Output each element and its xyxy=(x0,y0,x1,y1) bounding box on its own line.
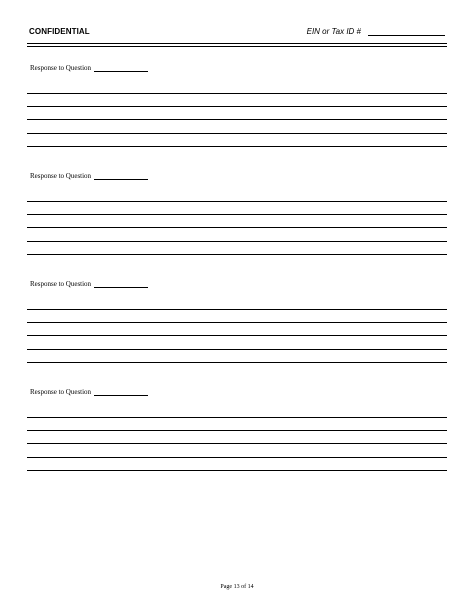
response-line[interactable] xyxy=(27,214,447,215)
response-line[interactable] xyxy=(27,106,447,107)
question-number-field[interactable] xyxy=(94,280,148,288)
response-line[interactable] xyxy=(27,430,447,431)
ein-field-group xyxy=(307,26,445,36)
response-line[interactable] xyxy=(27,335,447,336)
response-line[interactable] xyxy=(27,227,447,228)
response-label: Response to Question xyxy=(30,64,92,72)
response-line[interactable] xyxy=(27,241,447,242)
question-number-field[interactable] xyxy=(94,64,148,72)
response-line[interactable] xyxy=(27,119,447,120)
response-line[interactable] xyxy=(27,322,447,323)
response-line[interactable] xyxy=(27,470,447,471)
response-label: Response to Question xyxy=(30,172,92,180)
confidential-label: CONFIDENTIAL xyxy=(29,27,90,36)
question-number-field[interactable] xyxy=(94,388,148,396)
response-line[interactable] xyxy=(27,254,447,255)
response-line[interactable] xyxy=(27,443,447,444)
response-question-2 xyxy=(30,172,148,180)
response-line[interactable] xyxy=(27,133,447,134)
response-label: Response to Question xyxy=(30,280,92,288)
response-question-4 xyxy=(30,388,148,396)
response-question-3 xyxy=(30,280,148,288)
response-question-1 xyxy=(30,64,148,72)
response-line[interactable] xyxy=(27,362,447,363)
response-line[interactable] xyxy=(27,201,447,202)
response-line[interactable] xyxy=(27,93,447,94)
ein-input-line[interactable] xyxy=(368,26,445,36)
response-label: Response to Question xyxy=(30,388,92,396)
response-line[interactable] xyxy=(27,457,447,458)
response-line[interactable] xyxy=(27,349,447,350)
response-line[interactable] xyxy=(27,309,447,310)
header-rule-bottom xyxy=(27,46,447,47)
header-rule-top xyxy=(27,43,447,44)
page-number: Page 13 of 14 xyxy=(220,584,254,590)
ein-label: EIN or Tax ID # xyxy=(306,27,361,36)
response-line[interactable] xyxy=(27,146,447,147)
response-line[interactable] xyxy=(27,417,447,418)
question-number-field[interactable] xyxy=(94,172,148,180)
